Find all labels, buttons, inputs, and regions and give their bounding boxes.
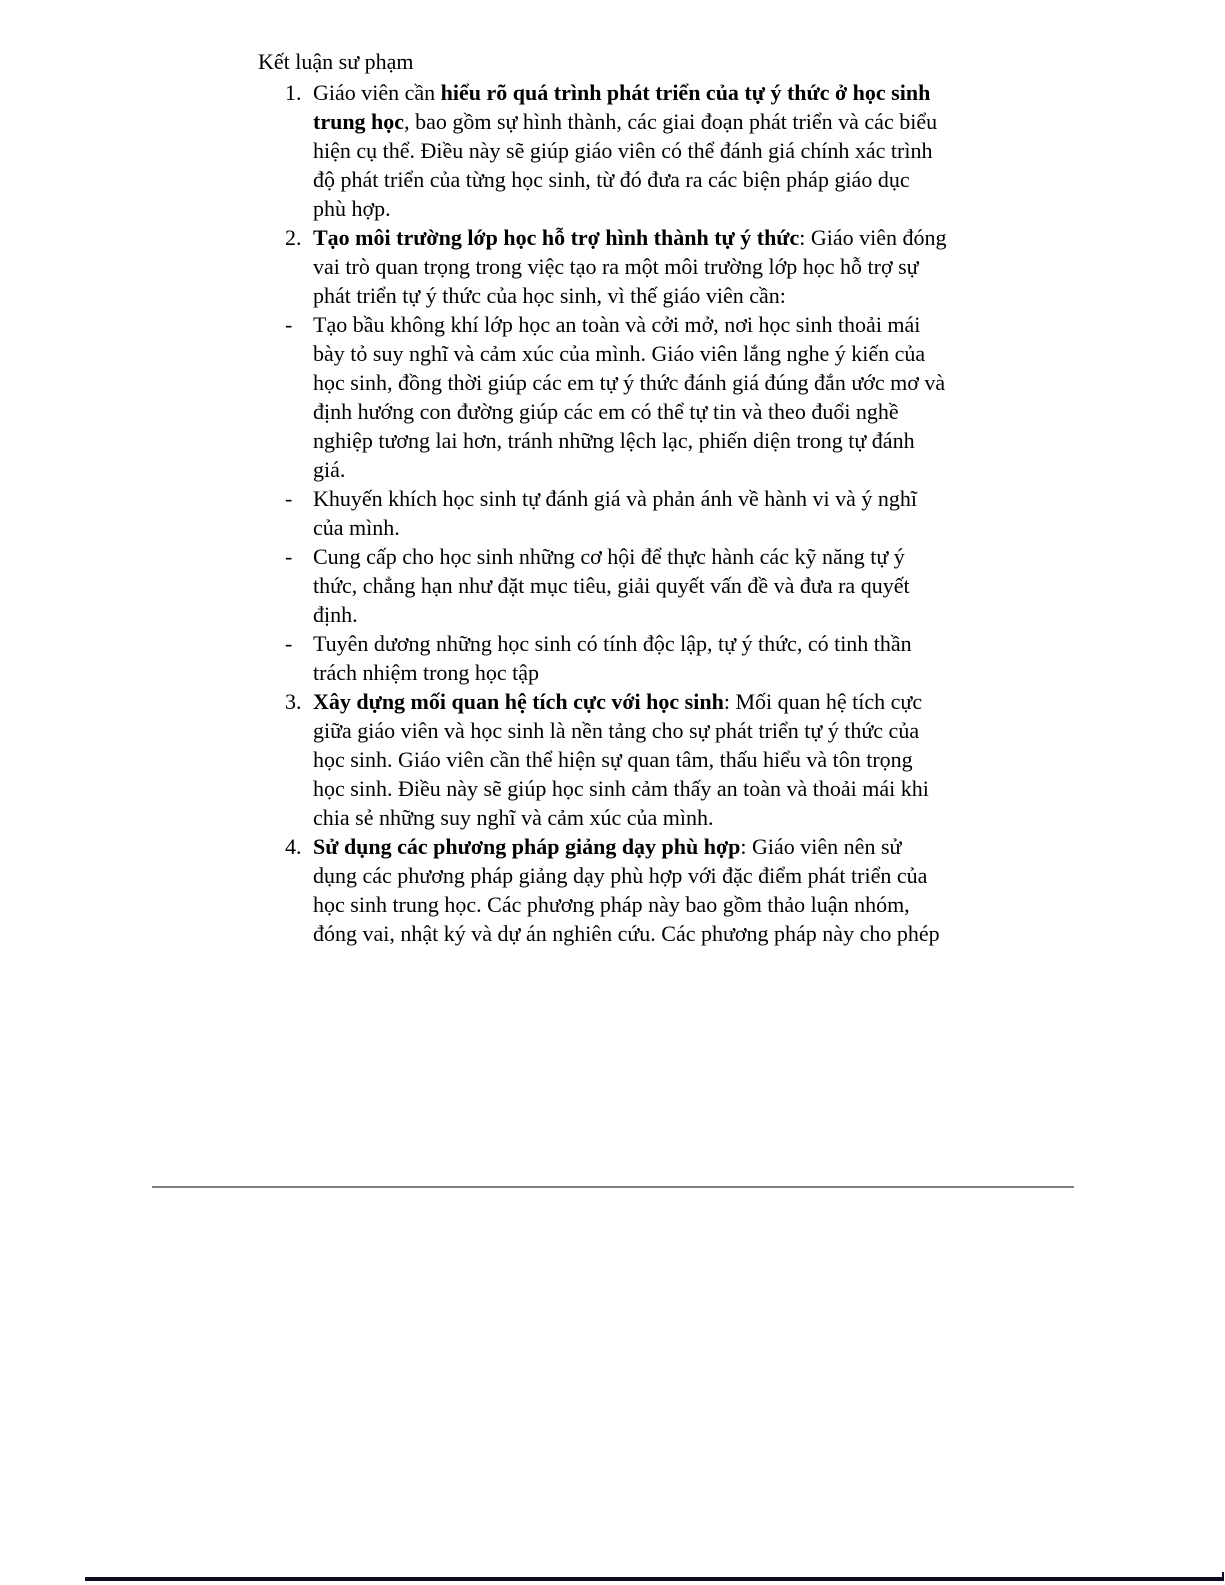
list-marker: 3. [285,689,302,714]
list-item-text [313,78,973,223]
text-line: Tạo bầu không khí lớp học an toàn và cởi mở, nơi học sinh thoải mái [313,312,921,337]
text-line: của mình. [313,515,400,540]
page-title: Kết luận sư phạm [258,49,414,74]
list-item [285,687,978,832]
text-line: trung học, bao gồm sự hình thành, các giai đoạn phát triển và các biểu [313,109,938,134]
text-line: dụng các phương pháp giảng dạy phù hợp với đặc điểm phát triển của [313,863,928,888]
horizontal-rule [152,1186,1074,1188]
text-line: thức, chẳng hạn như đặt mục tiêu, giải quyết vấn đề và đưa ra quyết [313,573,910,598]
text-line: Tạo môi trường lớp học hỗ trợ hình thành tự ý thức: Giáo viên đóng [313,225,947,250]
list-item-text [313,484,973,542]
text-line: Khuyến khích học sinh tự đánh giá và phản ánh về hành vi và ý nghĩ [313,486,917,511]
text-line: Sử dụng các phương pháp giảng dạy phù hợp: Giáo viên nên sử [313,834,902,859]
text-line: nghiệp tương lai hơn, tránh những lệch lạc, phiến diện trong tự đánh [313,428,915,453]
list-marker: - [285,312,293,337]
list-item [285,484,978,542]
document-page [258,46,978,948]
list-item [285,78,978,223]
page-bottom-bar [85,1577,1224,1581]
text-line: phát triển tự ý thức của học sinh, vì thế giáo viên cần: [313,283,786,308]
text-line: giữa giáo viên và học sinh là nền tảng cho sự phát triển tự ý thức của [313,718,920,743]
text-line: chia sẻ những suy nghĩ và cảm xúc của mình. [313,805,714,830]
list-marker: 1. [285,80,302,105]
list-item [285,542,978,629]
list-item [285,832,978,948]
list-item-text [313,310,973,484]
list-item-text [313,223,973,310]
document-blocks [258,78,978,948]
list-item-text [313,542,973,629]
text-line: phù hợp. [313,196,391,221]
text-line: Tuyên dương những học sinh có tính độc lập, tự ý thức, có tinh thần [313,631,912,656]
list-item [285,310,978,484]
list-item-text [313,832,973,948]
text-line: Xây dựng mối quan hệ tích cực với học sinh: Mối quan hệ tích cực [313,689,923,714]
list-marker: 4. [285,834,302,859]
list-item-text [313,687,973,832]
text-line: giá. [313,457,346,482]
text-line: hiện cụ thể. Điều này sẽ giúp giáo viên có thể đánh giá chính xác trình [313,138,933,163]
list-item [285,223,978,310]
text-line: vai trò quan trọng trong việc tạo ra một môi trường lớp học hỗ trợ sự [313,254,919,279]
list-item-text [313,629,973,687]
list-marker: - [285,486,293,511]
text-line: trách nhiệm trong học tập [313,660,540,685]
list-marker: - [285,544,293,569]
text-line: đóng vai, nhật ký và dự án nghiên cứu. Các phương pháp này cho phép [313,921,940,946]
text-line: học sinh. Điều này sẽ giúp học sinh cảm thấy an toàn và thoải mái khi [313,776,929,801]
list-marker: - [285,631,293,656]
text-line: học sinh, đồng thời giúp các em tự ý thức đánh giá đúng đắn ước mơ và [313,370,946,395]
text-line: học sinh. Giáo viên cần thể hiện sự quan tâm, thấu hiểu và tôn trọng [313,747,913,772]
text-line: Giáo viên cần hiểu rõ quá trình phát triển của tự ý thức ở học sinh [313,80,931,105]
text-line: định hướng con đường giúp các em có thể tự tin và theo đuổi nghề [313,399,899,424]
text-line: Cung cấp cho học sinh những cơ hội để thực hành các kỹ năng tự ý [313,544,905,569]
text-line: bày tỏ suy nghĩ và cảm xúc của mình. Giáo viên lắng nghe ý kiến của [313,341,926,366]
list-item [285,629,978,687]
text-line: học sinh trung học. Các phương pháp này bao gồm thảo luận nhóm, [313,892,910,917]
text-line: định. [313,602,358,627]
list-marker: 2. [285,225,302,250]
text-line: độ phát triển của từng học sinh, từ đó đưa ra các biện pháp giáo dục [313,167,910,192]
